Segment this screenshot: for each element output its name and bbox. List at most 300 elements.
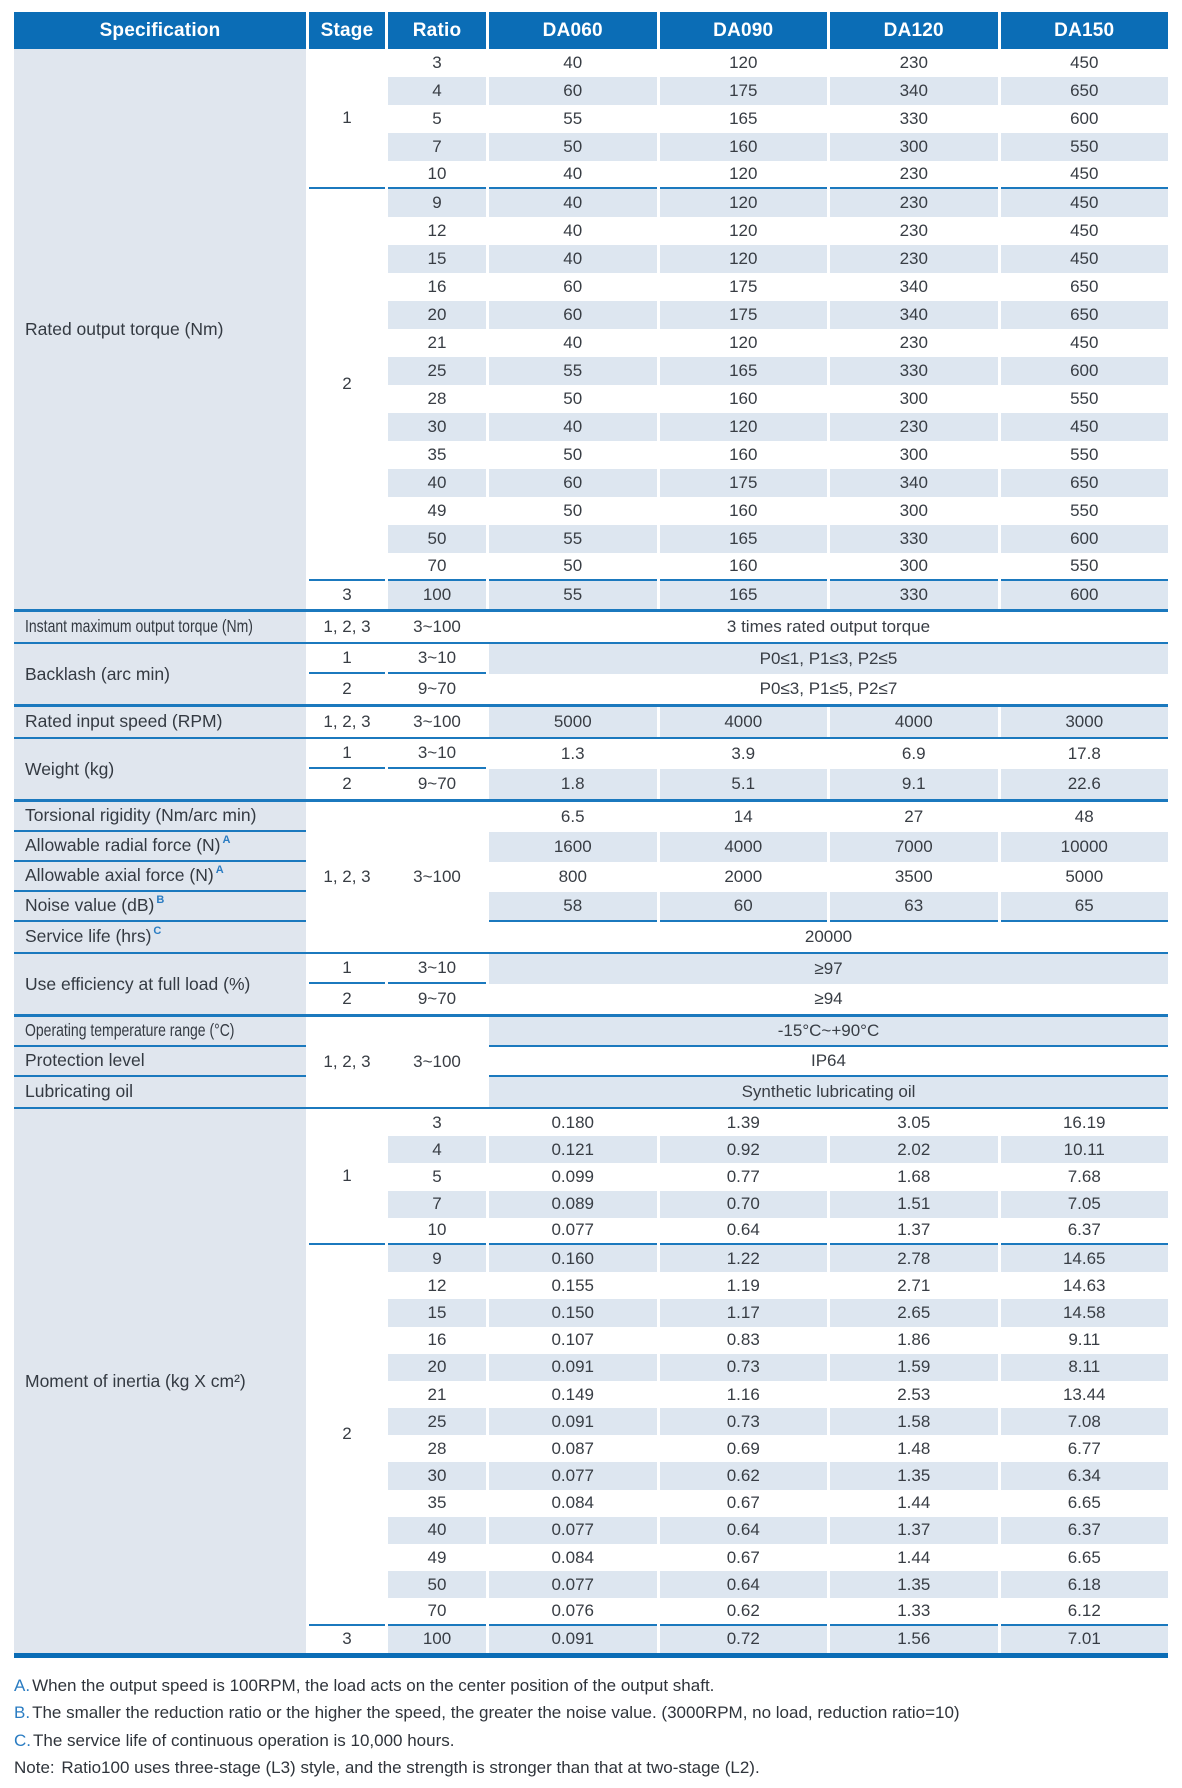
merged-value-cell: P0≤1, P1≤3, P2≤5 <box>489 644 1168 674</box>
value-cell: 0.69 <box>660 1435 828 1462</box>
value-cell: 4000 <box>830 707 998 737</box>
value-cell: 550 <box>1001 553 1169 581</box>
value-cell: 2.71 <box>830 1272 998 1299</box>
value-cell: 0.084 <box>489 1544 657 1571</box>
value-cell: 13.44 <box>1001 1381 1169 1408</box>
stage-cell: 3 <box>309 581 385 609</box>
ratio-cell: 9~70 <box>388 984 486 1014</box>
ratio-cell: 9 <box>388 189 486 217</box>
value-cell: 1.56 <box>830 1626 998 1653</box>
ratio-cell: 7 <box>388 133 486 161</box>
value-cell: 0.64 <box>660 1571 828 1598</box>
value-cell: 1.37 <box>830 1517 998 1544</box>
value-cell: 2.02 <box>830 1136 998 1163</box>
spec-label-text: Allowable radial force (N) <box>25 835 221 856</box>
stage-cell: 2 <box>309 189 385 581</box>
stage-cell: 1, 2, 3 <box>309 612 385 642</box>
value-cell: 50 <box>489 497 657 525</box>
ratio-cell: 21 <box>388 329 486 357</box>
value-cell: 50 <box>489 441 657 469</box>
merged-value-cell: 20000 <box>489 922 1168 952</box>
value-cell: 7.68 <box>1001 1163 1169 1190</box>
value-cell: 300 <box>830 553 998 581</box>
value-cell: 0.091 <box>489 1626 657 1653</box>
value-cell: 650 <box>1001 469 1169 497</box>
value-cell: 1.39 <box>660 1109 828 1136</box>
value-cell: 175 <box>660 301 828 329</box>
value-cell: 7.08 <box>1001 1408 1169 1435</box>
value-cell: 300 <box>830 385 998 413</box>
value-cell: 450 <box>1001 245 1169 273</box>
value-cell: 340 <box>830 77 998 105</box>
value-cell: 7.01 <box>1001 1626 1169 1653</box>
table-body <box>14 49 1168 1658</box>
header-cell-da150: DA150 <box>1001 12 1169 49</box>
value-cell: 55 <box>489 525 657 553</box>
spec-label <box>14 862 306 892</box>
value-cell: 120 <box>660 245 828 273</box>
spec-label-text: Service life (hrs) <box>25 926 152 947</box>
value-cell: 1.59 <box>830 1354 998 1381</box>
ratio-cell: 12 <box>388 217 486 245</box>
ratio-cell: 15 <box>388 245 486 273</box>
merged-value-cell: ≥94 <box>489 984 1168 1014</box>
value-cell: 330 <box>830 581 998 609</box>
value-cell: 1.48 <box>830 1435 998 1462</box>
spec-label <box>14 644 306 704</box>
value-cell: 120 <box>660 49 828 77</box>
value-cell: 1.86 <box>830 1327 998 1354</box>
value-cell: 340 <box>830 301 998 329</box>
ratio-cell: 25 <box>388 1408 486 1435</box>
value-cell: 450 <box>1001 217 1169 245</box>
value-cell: 5.1 <box>660 769 828 799</box>
value-cell: 0.121 <box>489 1136 657 1163</box>
ratio-cell: 50 <box>388 525 486 553</box>
value-cell: 7000 <box>830 832 998 862</box>
stage-cell: 1 <box>309 1109 385 1245</box>
value-cell: 300 <box>830 133 998 161</box>
value-cell: 9.11 <box>1001 1327 1169 1354</box>
value-cell: 0.73 <box>660 1408 828 1435</box>
value-cell: 60 <box>489 301 657 329</box>
value-cell: 65 <box>1001 892 1169 922</box>
value-cell: 175 <box>660 273 828 301</box>
ratio-cell: 3~100 <box>388 612 486 642</box>
value-cell: 0.091 <box>489 1408 657 1435</box>
value-cell: 1.3 <box>489 739 657 769</box>
spec-label <box>14 892 306 922</box>
value-cell: 14.63 <box>1001 1272 1169 1299</box>
spec-label-text: Operating temperature range (°C) <box>25 1020 235 1041</box>
value-cell: 0.077 <box>489 1462 657 1489</box>
value-cell: 9.1 <box>830 769 998 799</box>
ratio-cell: 12 <box>388 1272 486 1299</box>
header-cell-da120: DA120 <box>830 12 998 49</box>
merged-value-cell: 3 times rated output torque <box>489 612 1168 642</box>
value-cell: 0.92 <box>660 1136 828 1163</box>
value-cell: 650 <box>1001 273 1169 301</box>
ratio-cell: 30 <box>388 1462 486 1489</box>
header-cell-da060: DA060 <box>489 12 657 49</box>
value-cell: 0.155 <box>489 1272 657 1299</box>
value-cell: 160 <box>660 385 828 413</box>
value-cell: 0.089 <box>489 1191 657 1218</box>
value-cell: 0.087 <box>489 1435 657 1462</box>
spec-label-text: Rated output torque (Nm) <box>25 318 224 339</box>
stage-cell: 1 <box>309 954 385 984</box>
spec-label <box>14 1047 306 1077</box>
ratio-cell: 4 <box>388 77 486 105</box>
value-cell: 55 <box>489 581 657 609</box>
value-cell: 6.5 <box>489 802 657 832</box>
value-cell: 1.37 <box>830 1218 998 1245</box>
section-backlash <box>14 644 1168 704</box>
value-cell: 330 <box>830 105 998 133</box>
value-cell: 0.077 <box>489 1571 657 1598</box>
value-cell: 50 <box>489 553 657 581</box>
ratio-cell: 70 <box>388 1598 486 1625</box>
value-cell: 55 <box>489 105 657 133</box>
value-cell: 165 <box>660 105 828 133</box>
value-cell: 3500 <box>830 862 998 892</box>
value-cell: 0.149 <box>489 1381 657 1408</box>
value-cell: 1.68 <box>830 1163 998 1190</box>
footnote-text: When the output speed is 100RPM, the load acts on the center position of the output shaft. <box>32 1675 715 1695</box>
spec-label <box>14 802 306 832</box>
value-cell: 1.16 <box>660 1381 828 1408</box>
value-cell: 175 <box>660 77 828 105</box>
merged-value-cell: Synthetic lubricating oil <box>489 1077 1168 1107</box>
value-cell: 650 <box>1001 77 1169 105</box>
value-cell: 160 <box>660 497 828 525</box>
ratio-cell: 35 <box>388 1490 486 1517</box>
ratio-cell: 3 <box>388 49 486 77</box>
footnote-letter: C. <box>14 1730 31 1750</box>
value-cell: 60 <box>489 469 657 497</box>
value-cell: 6.77 <box>1001 1435 1169 1462</box>
value-cell: 14.58 <box>1001 1299 1169 1326</box>
value-cell: 1.35 <box>830 1462 998 1489</box>
ratio-cell: 10 <box>388 161 486 189</box>
value-cell: 1.22 <box>660 1245 828 1272</box>
section-moment-of-inertia <box>14 1109 1168 1653</box>
value-cell: 2.65 <box>830 1299 998 1326</box>
value-cell: 40 <box>489 217 657 245</box>
value-cell: 0.076 <box>489 1598 657 1625</box>
ratio-cell: 10 <box>388 1218 486 1245</box>
merged-value-cell: IP64 <box>489 1047 1168 1077</box>
value-cell: 330 <box>830 525 998 553</box>
section-environment <box>14 1017 1168 1107</box>
value-cell: 40 <box>489 329 657 357</box>
spec-label-text: Torsional rigidity (Nm/arc min) <box>25 805 257 826</box>
value-cell: 50 <box>489 133 657 161</box>
section-weight <box>14 739 1168 799</box>
stage-cell: 1 <box>309 644 385 674</box>
stage-cell: 1, 2, 3 <box>309 707 385 737</box>
value-cell: 4000 <box>660 832 828 862</box>
value-cell: 1.58 <box>830 1408 998 1435</box>
ratio-cell: 7 <box>388 1191 486 1218</box>
footnote-a <box>14 1672 1182 1700</box>
header-cell-specification: Specification <box>14 12 306 49</box>
value-cell: 230 <box>830 49 998 77</box>
value-cell: 550 <box>1001 133 1169 161</box>
value-cell: 1.19 <box>660 1272 828 1299</box>
spec-label <box>14 922 306 952</box>
value-cell: 1.44 <box>830 1490 998 1517</box>
ratio-cell: 3~10 <box>388 644 486 674</box>
ratio-cell: 15 <box>388 1299 486 1326</box>
spec-label-text: Weight (kg) <box>25 758 115 779</box>
footnote-letter: A. <box>14 1675 31 1695</box>
footnote-ref: A <box>222 833 231 846</box>
section-mechanical-group <box>14 802 1168 952</box>
value-cell: 120 <box>660 413 828 441</box>
stage-cell: 3 <box>309 1626 385 1653</box>
value-cell: 17.8 <box>1001 739 1169 769</box>
value-cell: 230 <box>830 217 998 245</box>
merged-value-cell: ≥97 <box>489 954 1168 984</box>
merged-value-cell: P0≤3, P1≤5, P2≤7 <box>489 674 1168 704</box>
ratio-cell: 9~70 <box>388 769 486 799</box>
value-cell: 0.72 <box>660 1626 828 1653</box>
value-cell: 165 <box>660 581 828 609</box>
value-cell: 2000 <box>660 862 828 892</box>
ratio-cell: 20 <box>388 1354 486 1381</box>
value-cell: 55 <box>489 357 657 385</box>
ratio-cell: 3~10 <box>388 954 486 984</box>
footnote-ref: A <box>215 863 224 876</box>
value-cell: 48 <box>1001 802 1169 832</box>
value-cell: 175 <box>660 469 828 497</box>
value-cell: 230 <box>830 189 998 217</box>
spec-label-text: Lubricating oil <box>25 1081 133 1102</box>
ratio-cell: 49 <box>388 497 486 525</box>
ratio-cell: 16 <box>388 1327 486 1354</box>
ratio-cell: 3~100 <box>388 802 486 952</box>
value-cell: 40 <box>489 161 657 189</box>
table-bottom-rule <box>14 1653 1168 1658</box>
value-cell: 16.19 <box>1001 1109 1169 1136</box>
value-cell: 550 <box>1001 441 1169 469</box>
spec-label-text: Noise value (dB) <box>25 895 155 916</box>
value-cell: 0.099 <box>489 1163 657 1190</box>
ratio-cell: 100 <box>388 1626 486 1653</box>
ratio-cell: 9~70 <box>388 674 486 704</box>
ratio-cell: 30 <box>388 413 486 441</box>
ratio-cell: 20 <box>388 301 486 329</box>
spec-label <box>14 612 306 642</box>
value-cell: 600 <box>1001 357 1169 385</box>
footnote-text: The smaller the reduction ratio or the higher the speed, the greater the noise value. (3000RPM, no load, reduction ratio=10) <box>32 1703 960 1723</box>
value-cell: 600 <box>1001 525 1169 553</box>
value-cell: 0.160 <box>489 1245 657 1272</box>
value-cell: 340 <box>830 273 998 301</box>
footnote-b <box>14 1699 1182 1727</box>
value-cell: 230 <box>830 413 998 441</box>
value-cell: 6.65 <box>1001 1544 1169 1571</box>
value-cell: 6.37 <box>1001 1218 1169 1245</box>
footnote-ref: C <box>153 924 162 937</box>
value-cell: 3000 <box>1001 707 1169 737</box>
section-instant-max-torque <box>14 612 1168 642</box>
value-cell: 0.091 <box>489 1354 657 1381</box>
stage-cell: 2 <box>309 1245 385 1626</box>
value-cell: 6.18 <box>1001 1571 1169 1598</box>
value-cell: 1.35 <box>830 1571 998 1598</box>
value-cell: 0.180 <box>489 1109 657 1136</box>
value-cell: 1600 <box>489 832 657 862</box>
value-cell: 1.17 <box>660 1299 828 1326</box>
table-header-row <box>14 12 1168 49</box>
value-cell: 1.8 <box>489 769 657 799</box>
value-cell: 330 <box>830 357 998 385</box>
stage-cell: 2 <box>309 769 385 799</box>
value-cell: 450 <box>1001 329 1169 357</box>
value-cell: 650 <box>1001 301 1169 329</box>
spec-label <box>14 1077 306 1107</box>
spec-label <box>14 707 306 737</box>
value-cell: 1.33 <box>830 1598 998 1625</box>
ratio-cell: 3 <box>388 1109 486 1136</box>
value-cell: 40 <box>489 189 657 217</box>
value-cell: 600 <box>1001 105 1169 133</box>
spec-label-text: Protection level <box>25 1050 145 1071</box>
footnote-c <box>14 1727 1182 1755</box>
spec-label-text: Moment of inertia (kg X cm²) <box>25 1370 246 1391</box>
spec-label <box>14 1017 306 1047</box>
spec-label <box>14 739 306 799</box>
stage-cell: 1, 2, 3 <box>309 1017 385 1107</box>
value-cell: 450 <box>1001 49 1169 77</box>
value-cell: 300 <box>830 497 998 525</box>
value-cell: 160 <box>660 441 828 469</box>
ratio-cell: 5 <box>388 105 486 133</box>
ratio-cell: 50 <box>388 1571 486 1598</box>
value-cell: 60 <box>660 892 828 922</box>
ratio-cell: 35 <box>388 441 486 469</box>
ratio-cell: 28 <box>388 385 486 413</box>
ratio-cell: 3~100 <box>388 1017 486 1107</box>
spec-label <box>14 832 306 862</box>
ratio-cell: 3~10 <box>388 739 486 769</box>
value-cell: 160 <box>660 553 828 581</box>
value-cell: 0.73 <box>660 1354 828 1381</box>
value-cell: 450 <box>1001 189 1169 217</box>
stage-cell: 2 <box>309 984 385 1014</box>
value-cell: 1.51 <box>830 1191 998 1218</box>
value-cell: 10.11 <box>1001 1136 1169 1163</box>
value-cell: 165 <box>660 357 828 385</box>
value-cell: 0.83 <box>660 1327 828 1354</box>
value-cell: 120 <box>660 329 828 357</box>
value-cell: 3.9 <box>660 739 828 769</box>
value-cell: 120 <box>660 217 828 245</box>
value-cell: 0.077 <box>489 1218 657 1245</box>
stage-cell: 1 <box>309 739 385 769</box>
section-rated-input-speed <box>14 707 1168 737</box>
value-cell: 1.44 <box>830 1544 998 1571</box>
footnote-letter: B. <box>14 1703 31 1723</box>
header-cell-ratio: Ratio <box>388 12 486 49</box>
spec-label-text: Rated input speed (RPM) <box>25 711 223 732</box>
value-cell: 63 <box>830 892 998 922</box>
spec-label-text: Instant maximum output torque (Nm) <box>25 616 253 637</box>
value-cell: 6.34 <box>1001 1462 1169 1489</box>
value-cell: 450 <box>1001 413 1169 441</box>
value-cell: 340 <box>830 469 998 497</box>
value-cell: 230 <box>830 161 998 189</box>
footnote-ref: B <box>156 893 165 906</box>
value-cell: 40 <box>489 245 657 273</box>
value-cell: 60 <box>489 273 657 301</box>
value-cell: 4000 <box>660 707 828 737</box>
value-cell: 165 <box>660 525 828 553</box>
value-cell: 120 <box>660 189 828 217</box>
value-cell: 6.12 <box>1001 1598 1169 1625</box>
ratio-cell: 9 <box>388 1245 486 1272</box>
value-cell: 58 <box>489 892 657 922</box>
ratio-cell: 16 <box>388 273 486 301</box>
value-cell: 14.65 <box>1001 1245 1169 1272</box>
value-cell: 5000 <box>1001 862 1169 892</box>
footnote-text: The service life of continuous operation is 10,000 hours. <box>33 1730 455 1750</box>
value-cell: 14 <box>660 802 828 832</box>
stage-cell: 2 <box>309 674 385 704</box>
stage-cell: 1, 2, 3 <box>309 802 385 952</box>
ratio-cell: 25 <box>388 357 486 385</box>
value-cell: 22.6 <box>1001 769 1169 799</box>
value-cell: 40 <box>489 413 657 441</box>
spec-label <box>14 1109 306 1653</box>
value-cell: 600 <box>1001 581 1169 609</box>
value-cell: 230 <box>830 329 998 357</box>
value-cell: 800 <box>489 862 657 892</box>
value-cell: 450 <box>1001 161 1169 189</box>
ratio-cell: 40 <box>388 1517 486 1544</box>
value-cell: 0.62 <box>660 1462 828 1489</box>
value-cell: 6.65 <box>1001 1490 1169 1517</box>
header-cell-da090: DA090 <box>660 12 828 49</box>
section-efficiency <box>14 954 1168 1014</box>
spec-label <box>14 954 306 1014</box>
ratio-cell: 70 <box>388 553 486 581</box>
value-cell: 0.64 <box>660 1218 828 1245</box>
spec-label-text: Use efficiency at full load (%) <box>25 973 251 994</box>
ratio-cell: 49 <box>388 1544 486 1571</box>
value-cell: 2.53 <box>830 1381 998 1408</box>
value-cell: 300 <box>830 441 998 469</box>
value-cell: 40 <box>489 49 657 77</box>
ratio-cell: 100 <box>388 581 486 609</box>
value-cell: 120 <box>660 161 828 189</box>
value-cell: 0.107 <box>489 1327 657 1354</box>
merged-value-cell: -15°C~+90°C <box>489 1017 1168 1047</box>
stage-cell: 1 <box>309 49 385 189</box>
spec-label-text: Allowable axial force (N) <box>25 865 214 886</box>
value-cell: 0.67 <box>660 1544 828 1571</box>
value-cell: 5000 <box>489 707 657 737</box>
value-cell: 6.9 <box>830 739 998 769</box>
footnote-text: Ratio100 uses three-stage (L3) style, and the strength is stronger than that at two-stage (L2). <box>61 1758 760 1778</box>
ratio-cell: 4 <box>388 1136 486 1163</box>
value-cell: 7.05 <box>1001 1191 1169 1218</box>
value-cell: 8.11 <box>1001 1354 1169 1381</box>
footnotes <box>14 1672 1182 1782</box>
footnote-note <box>14 1754 1182 1782</box>
